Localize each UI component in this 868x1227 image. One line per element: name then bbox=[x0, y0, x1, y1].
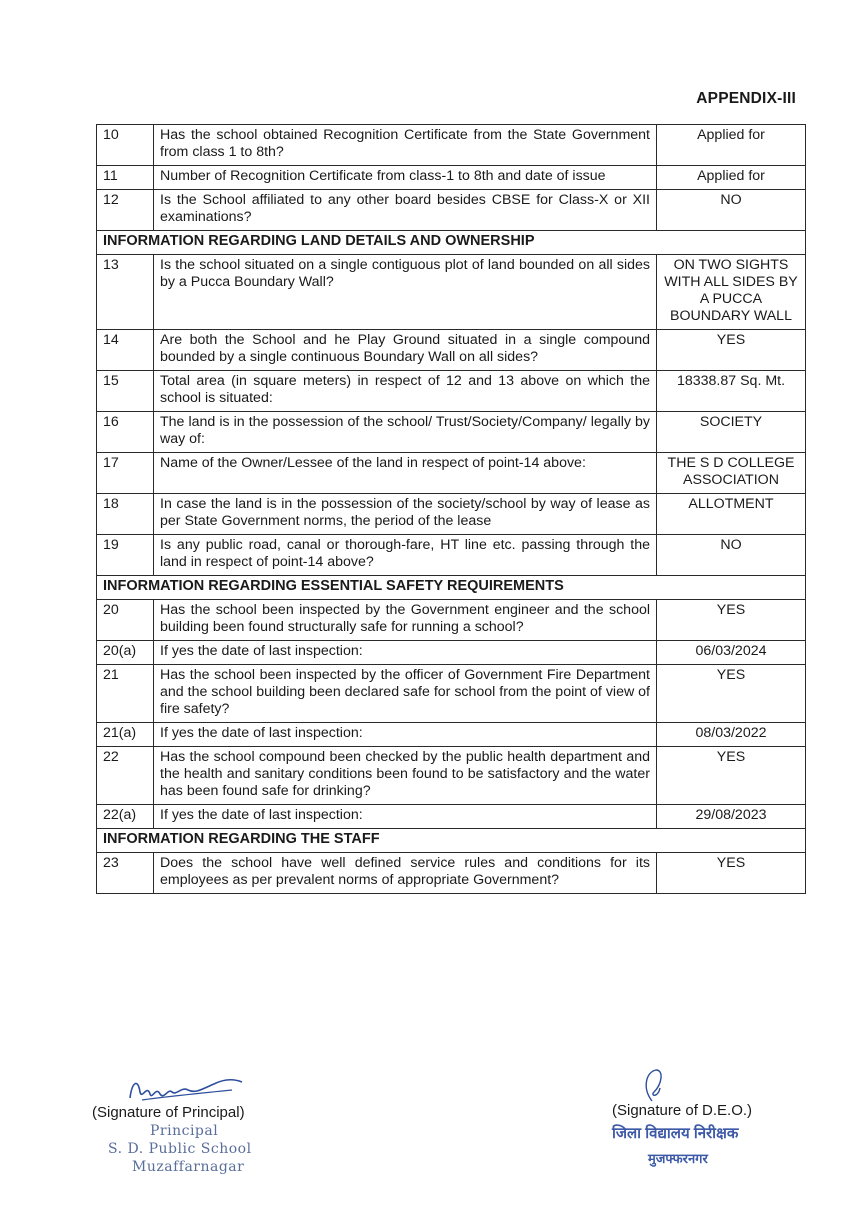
item-number: 13 bbox=[97, 255, 154, 330]
item-answer: 06/03/2024 bbox=[657, 641, 806, 665]
item-answer: YES bbox=[657, 665, 806, 723]
item-answer: ON TWO SIGHTS WITH ALL SIDES BY A PUCCA BOUNDARY WALL bbox=[657, 255, 806, 330]
table-row bbox=[97, 665, 806, 723]
deo-signature-scrawl bbox=[612, 1068, 812, 1102]
item-number: 17 bbox=[97, 453, 154, 494]
item-question: If yes the date of last inspection: bbox=[154, 805, 657, 829]
table-row bbox=[97, 853, 806, 894]
table-row bbox=[97, 747, 806, 805]
item-number: 14 bbox=[97, 330, 154, 371]
item-number: 20 bbox=[97, 600, 154, 641]
table-row bbox=[97, 641, 806, 665]
deo-signature-block bbox=[612, 1068, 812, 1167]
section-header: INFORMATION REGARDING ESSENTIAL SAFETY REQUIREMENTS bbox=[97, 576, 806, 600]
principal-stamp-city: Muzaffarnagar bbox=[132, 1159, 245, 1175]
item-number: 21(a) bbox=[97, 723, 154, 747]
item-number: 22 bbox=[97, 747, 154, 805]
principal-signature-scrawl bbox=[92, 1070, 312, 1104]
item-number: 12 bbox=[97, 190, 154, 231]
item-number: 23 bbox=[97, 853, 154, 894]
item-question: Has the school been inspected by the officer of Government Fire Department and the school building been declared safe for school from the point of view of fire safety? bbox=[154, 665, 657, 723]
item-answer: 18338.87 Sq. Mt. bbox=[657, 371, 806, 412]
item-answer: THE S D COLLEGE ASSOCIATION bbox=[657, 453, 806, 494]
principal-signature-label: (Signature of Principal) bbox=[92, 1104, 245, 1121]
item-question: Has the school obtained Recognition Certificate from the State Government from class 1 to 8th? bbox=[154, 125, 657, 166]
information-table bbox=[96, 124, 806, 894]
item-answer: NO bbox=[657, 190, 806, 231]
table-row bbox=[97, 494, 806, 535]
item-number: 10 bbox=[97, 125, 154, 166]
item-answer: YES bbox=[657, 853, 806, 894]
table-row bbox=[97, 255, 806, 330]
item-question: Are both the School and he Play Ground situated in a single compound bounded by a single continuous Boundary Wall on all sides? bbox=[154, 330, 657, 371]
item-question: Is the School affiliated to any other board besides CBSE for Class-X or XII examinations? bbox=[154, 190, 657, 231]
section-header-row bbox=[97, 829, 806, 853]
table-row bbox=[97, 190, 806, 231]
item-number: 15 bbox=[97, 371, 154, 412]
item-answer: 29/08/2023 bbox=[657, 805, 806, 829]
table-row bbox=[97, 600, 806, 641]
item-number: 21 bbox=[97, 665, 154, 723]
item-answer: SOCIETY bbox=[657, 412, 806, 453]
item-answer: Applied for bbox=[657, 166, 806, 190]
principal-signature-block bbox=[92, 1070, 312, 1175]
item-number: 11 bbox=[97, 166, 154, 190]
item-answer: NO bbox=[657, 535, 806, 576]
item-answer: YES bbox=[657, 330, 806, 371]
item-number: 22(a) bbox=[97, 805, 154, 829]
principal-stamp-title: Principal bbox=[150, 1123, 219, 1139]
table-row bbox=[97, 723, 806, 747]
item-question: Is any public road, canal or thorough-fare, HT line etc. passing through the land in respect of point-14 above? bbox=[154, 535, 657, 576]
item-answer: 08/03/2022 bbox=[657, 723, 806, 747]
item-question: If yes the date of last inspection: bbox=[154, 641, 657, 665]
item-question: Number of Recognition Certificate from class-1 to 8th and date of issue bbox=[154, 166, 657, 190]
section-header-row bbox=[97, 576, 806, 600]
item-answer: YES bbox=[657, 600, 806, 641]
item-question: Name of the Owner/Lessee of the land in respect of point-14 above: bbox=[154, 453, 657, 494]
table-row bbox=[97, 166, 806, 190]
table-row bbox=[97, 805, 806, 829]
table-row bbox=[97, 125, 806, 166]
appendix-heading: APPENDIX-III bbox=[696, 90, 796, 107]
principal-stamp-school: S. D. Public School bbox=[108, 1141, 252, 1157]
table-row bbox=[97, 330, 806, 371]
deo-stamp-city: मुजफ्फरनगर bbox=[648, 1151, 708, 1166]
item-answer: YES bbox=[657, 747, 806, 805]
item-number: 18 bbox=[97, 494, 154, 535]
section-header-row bbox=[97, 231, 806, 255]
item-answer: Applied for bbox=[657, 125, 806, 166]
item-question: Does the school have well defined service rules and conditions for its employees as per prevalent norms of appropriate Government? bbox=[154, 853, 657, 894]
item-question: Has the school been inspected by the Government engineer and the school building been found structurally safe for running a school? bbox=[154, 600, 657, 641]
item-question: Has the school compound been checked by the public health department and the health and sanitary conditions been found to be satisfactory and the water has been found safe for drinking? bbox=[154, 747, 657, 805]
table-row bbox=[97, 453, 806, 494]
table-row bbox=[97, 535, 806, 576]
table-row bbox=[97, 412, 806, 453]
section-header: INFORMATION REGARDING THE STAFF bbox=[97, 829, 806, 853]
item-question: The land is in the possession of the school/ Trust/Society/Company/ legally by way of: bbox=[154, 412, 657, 453]
item-question: Total area (in square meters) in respect of 12 and 13 above on which the school is situated: bbox=[154, 371, 657, 412]
item-number: 16 bbox=[97, 412, 154, 453]
deo-signature-label: (Signature of D.E.O.) bbox=[612, 1102, 753, 1119]
deo-stamp-title: जिला विद्यालय निरीक्षक bbox=[612, 1125, 739, 1142]
item-answer: ALLOTMENT bbox=[657, 494, 806, 535]
item-question: Is the school situated on a single contiguous plot of land bounded on all sides by a Pucca Boundary Wall? bbox=[154, 255, 657, 330]
item-number: 19 bbox=[97, 535, 154, 576]
item-question: If yes the date of last inspection: bbox=[154, 723, 657, 747]
item-question: In case the land is in the possession of the society/school by way of lease as per State Government norms, the period of the lease bbox=[154, 494, 657, 535]
section-header: INFORMATION REGARDING LAND DETAILS AND OWNERSHIP bbox=[97, 231, 806, 255]
table-row bbox=[97, 371, 806, 412]
item-number: 20(a) bbox=[97, 641, 154, 665]
